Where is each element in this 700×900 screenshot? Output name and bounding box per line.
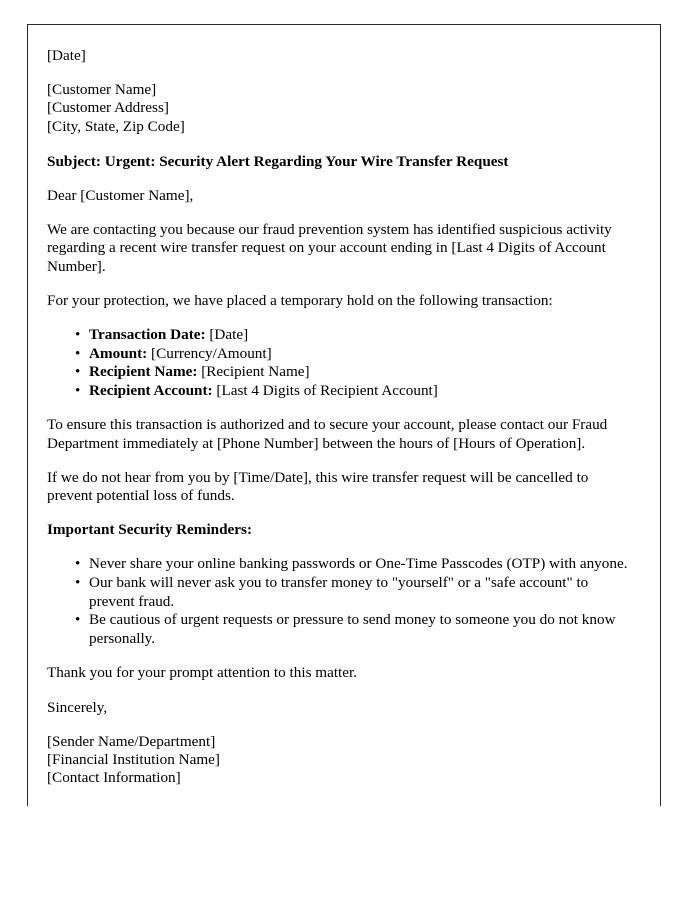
bullet-icon: •	[75, 381, 81, 399]
detail-label: Recipient Account:	[89, 381, 213, 399]
paragraph-contact-fraud-department: To ensure this transaction is authorized and to secure your account, please contact our Fraud Department immediately at [Phone Number] between the hours of [Hours of Operation].	[47, 416, 608, 452]
salutation: Dear [Customer Name],	[47, 187, 194, 205]
detail-value: [Date]	[209, 326, 249, 344]
paragraph-thanks: Thank you for your prompt attention to this matter.	[47, 664, 358, 682]
bullet-icon: •	[75, 555, 81, 573]
bullet-icon: •	[75, 574, 81, 592]
financial-institution-name: [Financial Institution Name]	[47, 751, 220, 768]
letter-page	[27, 24, 661, 806]
recipient-name: [Customer Name]	[47, 81, 157, 99]
list-item	[47, 555, 637, 574]
paragraph-hold-notice: For your protection, we have placed a temporary hold on the following transaction:	[47, 291, 553, 309]
transaction-details-list	[47, 326, 637, 400]
reminder-text: Be cautious of urgent requests or pressure to send money to someone you do not know personally.	[89, 611, 616, 647]
detail-label: Recipient Name:	[89, 363, 198, 381]
recipient-address-block	[47, 81, 637, 136]
detail-label: Transaction Date:	[89, 326, 206, 344]
list-item	[47, 326, 637, 345]
bullet-icon: •	[75, 344, 81, 362]
bullet-icon: •	[75, 363, 81, 381]
contact-information: [Contact Information]	[47, 769, 181, 787]
paragraph-cancellation-deadline: If we do not hear from you by [Time/Date], this wire transfer request will be cancelled to prevent potential loss of funds.	[47, 468, 589, 505]
detail-value: [Currency/Amount]	[151, 344, 272, 362]
recipient-address: [Customer Address]	[47, 99, 169, 117]
bullet-icon: •	[75, 326, 81, 344]
sender-name-department: [Sender Name/Department]	[47, 732, 216, 750]
paragraph-intro: We are contacting you because our fraud prevention system has identified suspicious activity regarding a recent wire transfer request on your account ending in [Last 4 Digits of Account Number].	[47, 221, 612, 275]
list-item	[47, 574, 637, 611]
list-item	[47, 611, 637, 648]
list-item	[47, 345, 637, 364]
signature-block	[47, 733, 637, 788]
security-reminders-list	[47, 555, 637, 648]
date-line: [Date]	[47, 47, 86, 64]
closing-salutation: Sincerely,	[47, 698, 108, 716]
letter-body	[47, 47, 637, 787]
list-item	[47, 363, 637, 382]
detail-value: [Last 4 Digits of Recipient Account]	[216, 381, 438, 399]
recipient-city-state-zip: [City, State, Zip Code]	[47, 117, 185, 135]
subject-line: Subject: Urgent: Security Alert Regarding Your Wire Transfer Request	[47, 152, 509, 170]
bullet-icon: •	[75, 611, 81, 629]
reminder-text: Never share your online banking passwords or One-Time Passcodes (OTP) with anyone.	[89, 555, 628, 573]
security-reminders-heading: Important Security Reminders:	[47, 521, 253, 539]
reminder-text: Our bank will never ask you to transfer money to "yourself" or a "safe account" to prevent fraud.	[89, 574, 589, 610]
detail-label: Amount:	[89, 344, 148, 362]
detail-value: [Recipient Name]	[201, 363, 310, 381]
list-item	[47, 382, 637, 401]
